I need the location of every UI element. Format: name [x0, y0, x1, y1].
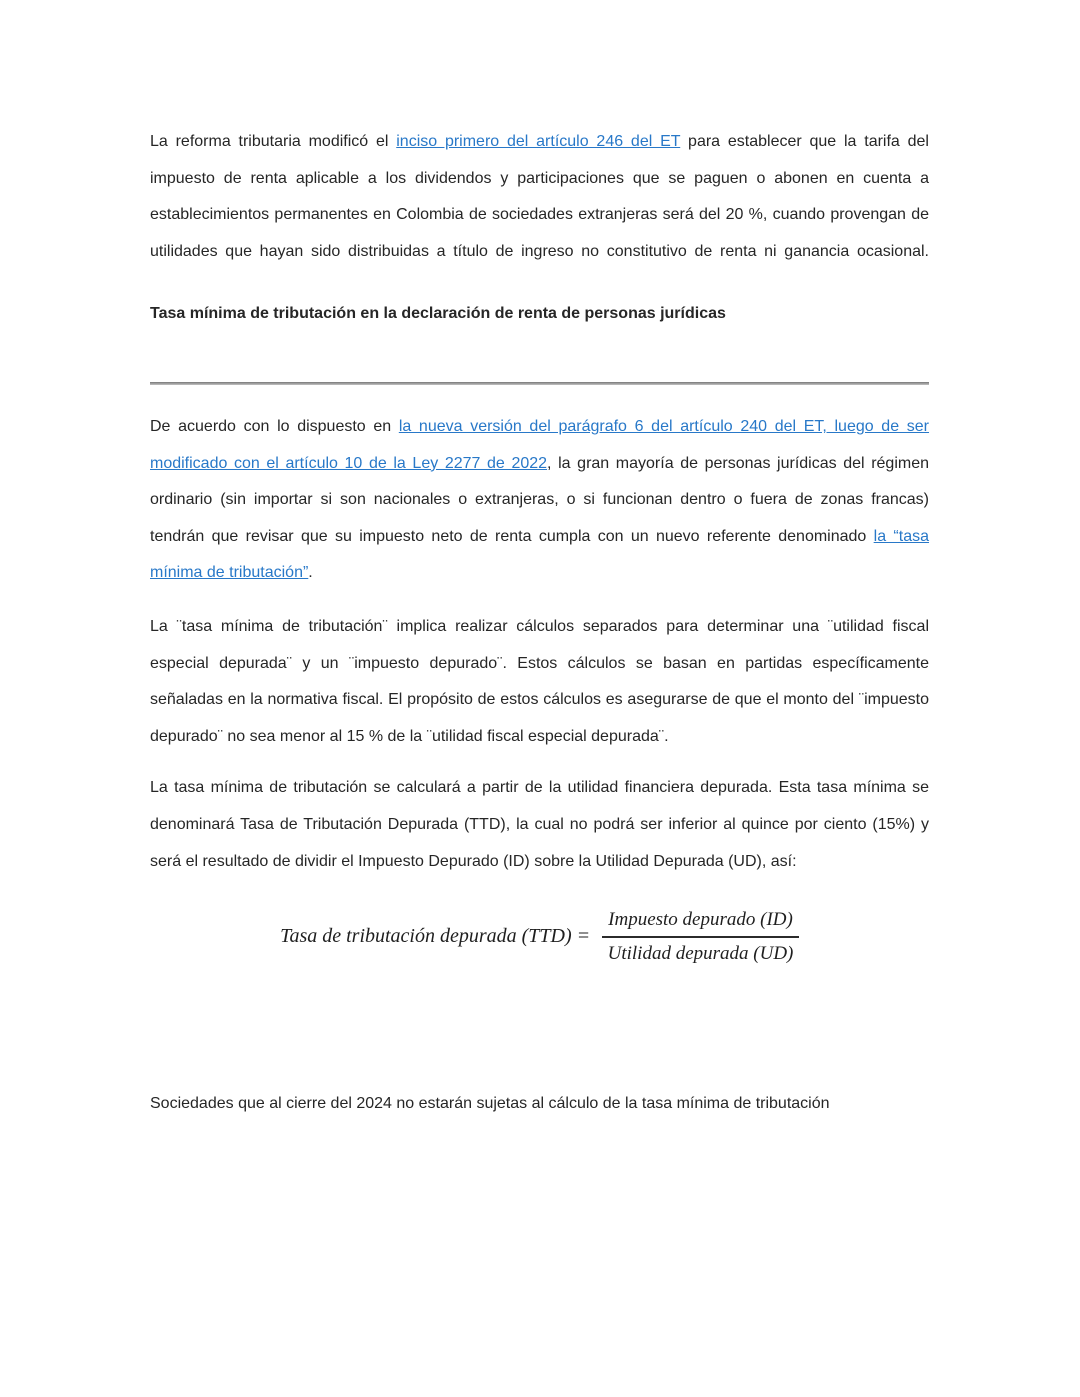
hyperlink-articulo-246-et[interactable]: inciso primero del artículo 246 del ET: [396, 133, 681, 150]
horizontal-rule: [150, 382, 929, 385]
paragraph-reforma-tributaria: [150, 124, 929, 270]
section-heading-tasa-minima: Tasa mínima de tributación en la declaración de renta de personas jurídicas: [150, 305, 726, 323]
hyperlink-paragrafo-6-articulo-240[interactable]: la nueva versión del parágrafo 6 del artículo 240 del ET, luego de ser modificado con el artículo 10 de la Ley 2277 de 2022: [150, 417, 930, 472]
paragraph-ttd-definicion: La tasa mínima de tributación se calculará a partir de la utilidad financiera depurada. Esta tasa mínima se denominará Tasa de Tributación Depurada (TTD), la cual no podrá ser inferior al quince por ciento (15%) y será el resultado de dividir el Impuesto Depurado (ID) sobre la Utilidad Depurada (UD), así:: [150, 779, 929, 870]
formula-ttd: [150, 908, 929, 966]
formula-numerator: Impuesto depurado (ID): [602, 908, 799, 938]
paragraph-calculos-separados: La ¨tasa mínima de tributación¨ implica realizar cálculos separados para determinar una ¨utilidad fiscal especial depurada¨ y un ¨impuesto depurado¨. Estos cálculos se basan en partidas específicamente señaladas en la normativa fiscal. El propósito de estos cálculos es asegurarse de que el monto del ¨impuesto depurado¨ no sea menor al 15 % de la ¨utilidad fiscal especial depurada¨.: [150, 617, 929, 745]
paragraph-text: para establecer que la tarifa del impuesto de renta aplicable a los dividendos y participaciones que se paguen o abonen en cuenta a establecimientos permanentes en Colombia de sociedades extranjeras será del 20 %, cuando provengan de utilidades que hayan sido distribuidas a título de ingreso no constitutivo de renta ni ganancia ocasional.: [150, 133, 929, 260]
paragraph-text: , la gran mayoría de personas jurídicas del régimen ordinario (sin importar si son nacionales o extranjeras, o si funcionan dentro o fuera de zonas francas) tendrán que revisar que su impuesto neto de renta cumpla con un nuevo referente denominado: [150, 454, 930, 545]
paragraph-de-acuerdo: [150, 409, 929, 592]
formula-lhs: Tasa de tributación depurada (TTD) =: [280, 925, 591, 948]
paragraph-text: La reforma tributaria modificó el: [150, 133, 397, 150]
paragraph-text: .: [308, 564, 313, 582]
formula-fraction: [602, 908, 799, 966]
formula-denominator: Utilidad depurada (UD): [607, 942, 794, 964]
hyperlink-tasa-minima-tributacion[interactable]: la “tasa mínima de tributación”: [150, 527, 930, 582]
paragraph-text: De acuerdo con lo dispuesto en: [150, 417, 399, 435]
closing-line-sociedades: Sociedades que al cierre del 2024 no estarán sujetas al cálculo de la tasa mínima de tributación: [150, 1094, 830, 1112]
